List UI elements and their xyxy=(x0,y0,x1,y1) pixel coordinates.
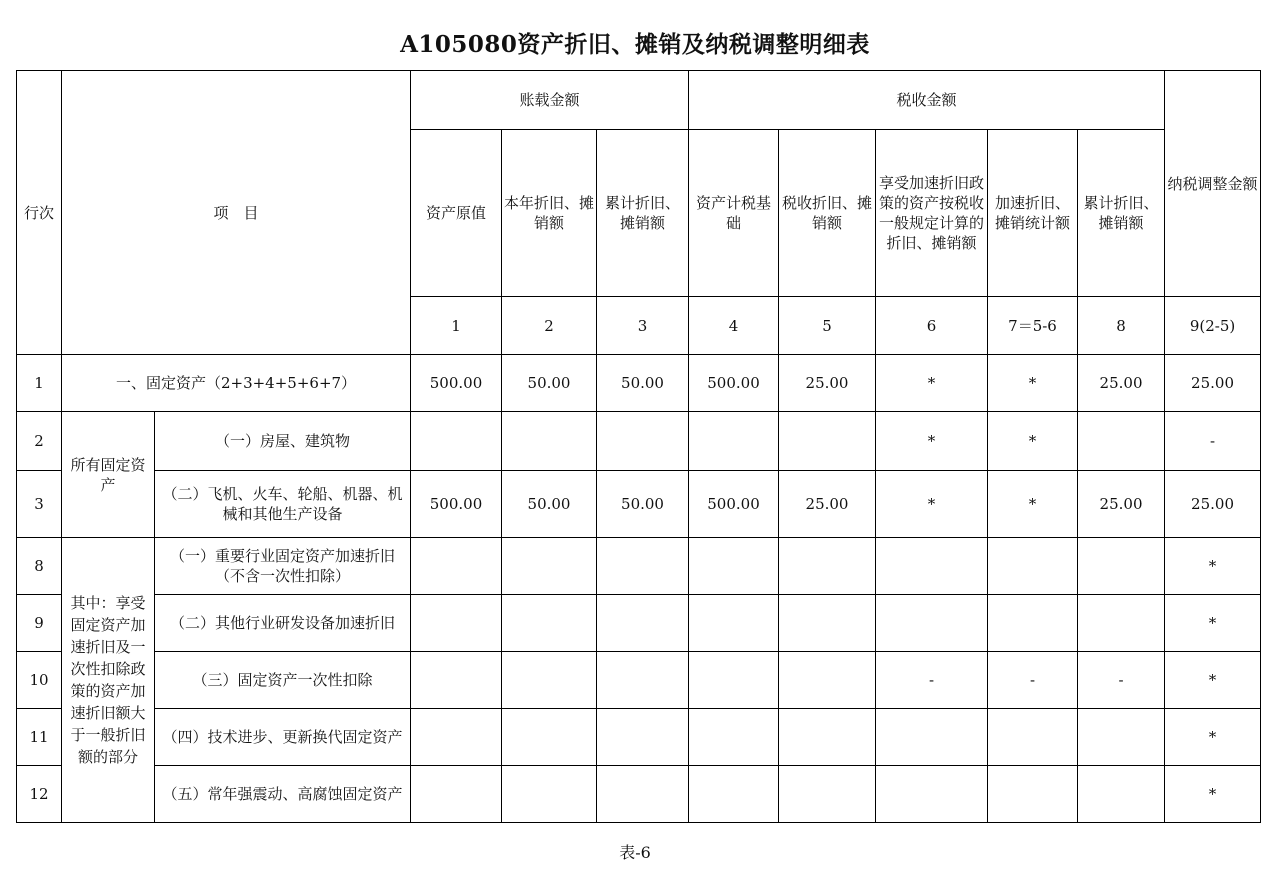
cell-col-6 xyxy=(876,709,988,766)
table-row xyxy=(17,355,1261,412)
cell-col-8 xyxy=(1078,538,1165,595)
cell-col-8: 25.00 xyxy=(1078,471,1165,538)
col-number-7: 7＝5-6 xyxy=(988,297,1078,355)
cell-col-2 xyxy=(502,412,597,471)
cell-col-6: - xyxy=(876,652,988,709)
cell-col-8 xyxy=(1078,595,1165,652)
cell-col-6: * xyxy=(876,355,988,412)
header-line-no: 行次 xyxy=(17,71,62,355)
row-item: （四）技术进步、更新换代固定资产 xyxy=(155,709,411,766)
cell-col-1: 500.00 xyxy=(411,471,502,538)
header-col-6: 享受加速折旧政策的资产按税收一般规定计算的折旧、摊销额 xyxy=(876,130,988,297)
cell-col-7: - xyxy=(988,652,1078,709)
cell-col-5 xyxy=(779,709,876,766)
header-col-7: 加速折旧、摊销统计额 xyxy=(988,130,1078,297)
cell-col-6 xyxy=(876,538,988,595)
header-book-amount: 账载金额 xyxy=(411,71,689,130)
header-tax-adjust: 纳税调整金额 xyxy=(1165,71,1261,297)
cell-col-4: 500.00 xyxy=(689,355,779,412)
cell-col-4 xyxy=(689,709,779,766)
cell-col-1 xyxy=(411,709,502,766)
cell-col-3: 50.00 xyxy=(597,355,689,412)
line-number: 10 xyxy=(17,652,62,709)
row-item: （三）固定资产一次性扣除 xyxy=(155,652,411,709)
cell-col-7 xyxy=(988,538,1078,595)
cell-col-2 xyxy=(502,709,597,766)
cell-col-9: * xyxy=(1165,709,1261,766)
col-number-8: 8 xyxy=(1078,297,1165,355)
cell-col-2 xyxy=(502,595,597,652)
row-item: （一）房屋、建筑物 xyxy=(155,412,411,471)
cell-col-4 xyxy=(689,766,779,823)
cell-col-3 xyxy=(597,652,689,709)
line-number: 1 xyxy=(17,355,62,412)
cell-col-9: * xyxy=(1165,538,1261,595)
cell-col-4: 500.00 xyxy=(689,471,779,538)
cell-col-9: * xyxy=(1165,766,1261,823)
table-row xyxy=(17,538,1261,595)
header-col-2: 本年折旧、摊销额 xyxy=(502,130,597,297)
row-item: （二）飞机、火车、轮船、机器、机械和其他生产设备 xyxy=(155,471,411,538)
cell-col-1: 500.00 xyxy=(411,355,502,412)
table-row xyxy=(17,709,1261,766)
cell-col-8 xyxy=(1078,766,1165,823)
cell-col-6 xyxy=(876,766,988,823)
page-title: A105080资产折旧、摊销及纳税调整明细表 xyxy=(400,31,870,58)
cell-col-8: - xyxy=(1078,652,1165,709)
cell-col-3: 50.00 xyxy=(597,471,689,538)
cell-col-5 xyxy=(779,652,876,709)
group-label-all-fixed-assets: 所有固定资产 xyxy=(62,412,155,538)
cell-col-1 xyxy=(411,595,502,652)
cell-col-6: * xyxy=(876,471,988,538)
line-number: 9 xyxy=(17,595,62,652)
group-label-accelerated: 其中：享受固定资产加速折旧及一次性扣除政策的资产加速折旧额大于一般折旧额的部分 xyxy=(62,538,155,823)
cell-col-2 xyxy=(502,538,597,595)
cell-col-5 xyxy=(779,538,876,595)
col-number-5: 5 xyxy=(779,297,876,355)
cell-col-8: 25.00 xyxy=(1078,355,1165,412)
cell-col-6 xyxy=(876,595,988,652)
cell-col-9: 25.00 xyxy=(1165,355,1261,412)
cell-col-3 xyxy=(597,595,689,652)
header-col-1: 资产原值 xyxy=(411,130,502,297)
cell-col-6: * xyxy=(876,412,988,471)
cell-col-7: * xyxy=(988,355,1078,412)
cell-col-4 xyxy=(689,652,779,709)
col-number-6: 6 xyxy=(876,297,988,355)
cell-col-4 xyxy=(689,412,779,471)
header-col-5: 税收折旧、摊销额 xyxy=(779,130,876,297)
cell-col-7 xyxy=(988,766,1078,823)
cell-col-1 xyxy=(411,412,502,471)
row-item: （二）其他行业研发设备加速折旧 xyxy=(155,595,411,652)
cell-col-5: 25.00 xyxy=(779,471,876,538)
cell-col-5: 25.00 xyxy=(779,355,876,412)
cell-col-9: - xyxy=(1165,412,1261,471)
cell-col-9: * xyxy=(1165,595,1261,652)
col-number-2: 2 xyxy=(502,297,597,355)
cell-col-1 xyxy=(411,652,502,709)
table-row xyxy=(17,766,1261,823)
cell-col-7 xyxy=(988,709,1078,766)
header-col-4: 资产计税基础 xyxy=(689,130,779,297)
cell-col-4 xyxy=(689,538,779,595)
col-number-4: 4 xyxy=(689,297,779,355)
line-number: 12 xyxy=(17,766,62,823)
line-number: 3 xyxy=(17,471,62,538)
cell-col-1 xyxy=(411,766,502,823)
cell-col-8 xyxy=(1078,709,1165,766)
cell-col-5 xyxy=(779,595,876,652)
line-number: 2 xyxy=(17,412,62,471)
cell-col-2: 50.00 xyxy=(502,471,597,538)
col-number-1: 1 xyxy=(411,297,502,355)
cell-col-1 xyxy=(411,538,502,595)
cell-col-5 xyxy=(779,412,876,471)
cell-col-8 xyxy=(1078,412,1165,471)
cell-col-3 xyxy=(597,538,689,595)
line-number: 11 xyxy=(17,709,62,766)
cell-col-5 xyxy=(779,766,876,823)
header-col-3: 累计折旧、摊销额 xyxy=(597,130,689,297)
cell-col-3 xyxy=(597,709,689,766)
header-col-8: 累计折旧、摊销额 xyxy=(1078,130,1165,297)
cell-col-2: 50.00 xyxy=(502,355,597,412)
table-row xyxy=(17,412,1261,471)
depreciation-table xyxy=(16,70,1261,823)
header-tax-amount: 税收金额 xyxy=(689,71,1165,130)
row-item: （五）常年强震动、高腐蚀固定资产 xyxy=(155,766,411,823)
cell-col-3 xyxy=(597,412,689,471)
cell-col-7: * xyxy=(988,471,1078,538)
table-row xyxy=(17,471,1261,538)
cell-col-4 xyxy=(689,595,779,652)
cell-col-9: * xyxy=(1165,652,1261,709)
cell-col-7 xyxy=(988,595,1078,652)
cell-col-3 xyxy=(597,766,689,823)
row-item: 一、固定资产（2+3+4+5+6+7） xyxy=(62,355,411,412)
cell-col-2 xyxy=(502,766,597,823)
col-number-3: 3 xyxy=(597,297,689,355)
table-row xyxy=(17,652,1261,709)
table-row xyxy=(17,595,1261,652)
cell-col-7: * xyxy=(988,412,1078,471)
cell-col-2 xyxy=(502,652,597,709)
line-number: 8 xyxy=(17,538,62,595)
header-item: 项 目 xyxy=(62,71,411,355)
col-number-9: 9(2-5) xyxy=(1165,297,1261,355)
row-item: （一）重要行业固定资产加速折旧（不含一次性扣除） xyxy=(155,538,411,595)
table-caption: 表-6 xyxy=(619,843,651,862)
cell-col-9: 25.00 xyxy=(1165,471,1261,538)
